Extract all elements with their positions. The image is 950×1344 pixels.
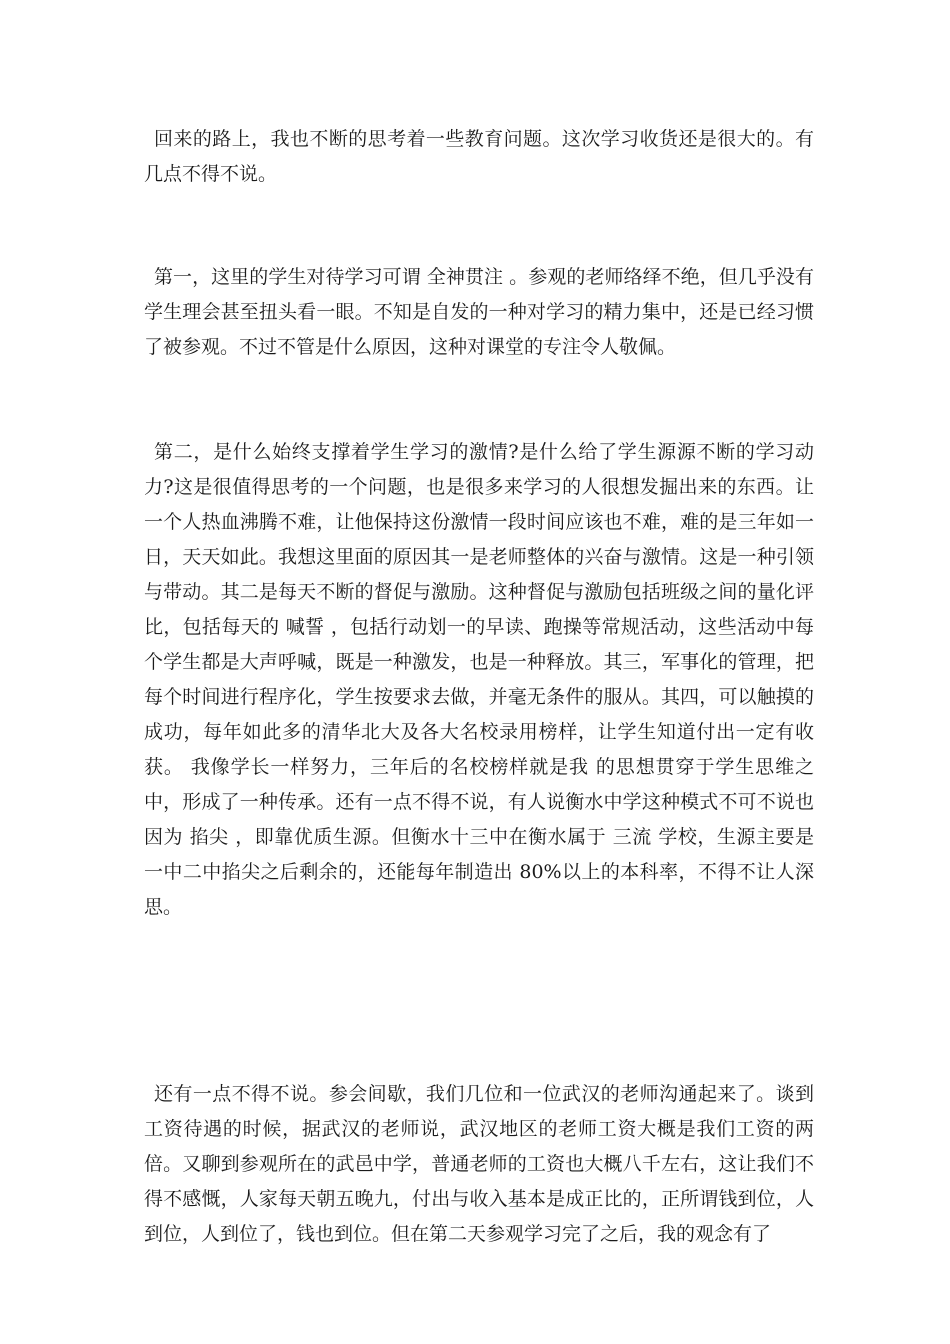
paragraph-intro: 回来的路上，我也不断的思考着一些教育问题。这次学习收货还是很大的。有几点不得不说。 xyxy=(144,128,814,185)
paragraph-second-point: 第二，是什么始终支撑着学生学习的激情?是什么给了学生源源不断的学习动力?这是很值得思考的一个问题，也是很多来学习的人很想发掘出来的东西。让一个人热血沸腾不难，让他保持这份激情一段时间应该也不难，难的是三年如一日，天天如此。我想这里面的原因其一是老师整体的兴奋与激情。这是一种引领与带动。其二是每天不断的督促与激励。这种督促与激励包括班级之间的量化评比，包括每天的 喊誓 ，包括行动划一的早读、跑操等常规活动，这些活动中每个学生都是大声呼喊，既是一种激发，也是一种释放。其三，军事化的管理，把每个时间进行程序化，学生按要求去做，并毫无条件的服从。其四，可以触摸的成功，每年如此多的清华北大及各大名校录用榜样，让学生知道付出一定有收获。 我像学长一样努力，三年后的名校榜样就是我 的思想贯穿于学生思维之中，形成了一种传承。还有一点不得不说，有人说衡水中学这种模式不可不说也因为 掐尖 ，即靠优质生源。但衡水十三中在衡水属于 三流 学校，生源主要是一中二中掐尖之后剩余的，还能每年制造出 80%以上的本科率，不得不让人深思。 xyxy=(144,441,814,918)
paragraph-another-point: 还有一点不得不说。参会间歇，我们几位和一位武汉的老师沟通起来了。谈到工资待遇的时候，据武汉的老师说，武汉地区的老师工资大概是我们工资的两倍。又聊到参观所在的武邑中学，普通老师的工资也大概八千左右，这让我们不得不感慨，人家每天朝五晚九，付出与收入基本是成正比的，正所谓钱到位，人到位，人到位了，钱也到位。但在第二天参观学习完了之后，我的观念有了 xyxy=(144,1083,814,1245)
paragraph-first-point: 第一，这里的学生对待学习可谓 全神贯注 。参观的老师络绎不绝，但几乎没有学生理会甚至扭头看一眼。不知是自发的一种对学习的精力集中，还是已经习惯了被参观。不过不管是什么原因，这种对课堂的专注令人敬佩。 xyxy=(144,266,814,358)
